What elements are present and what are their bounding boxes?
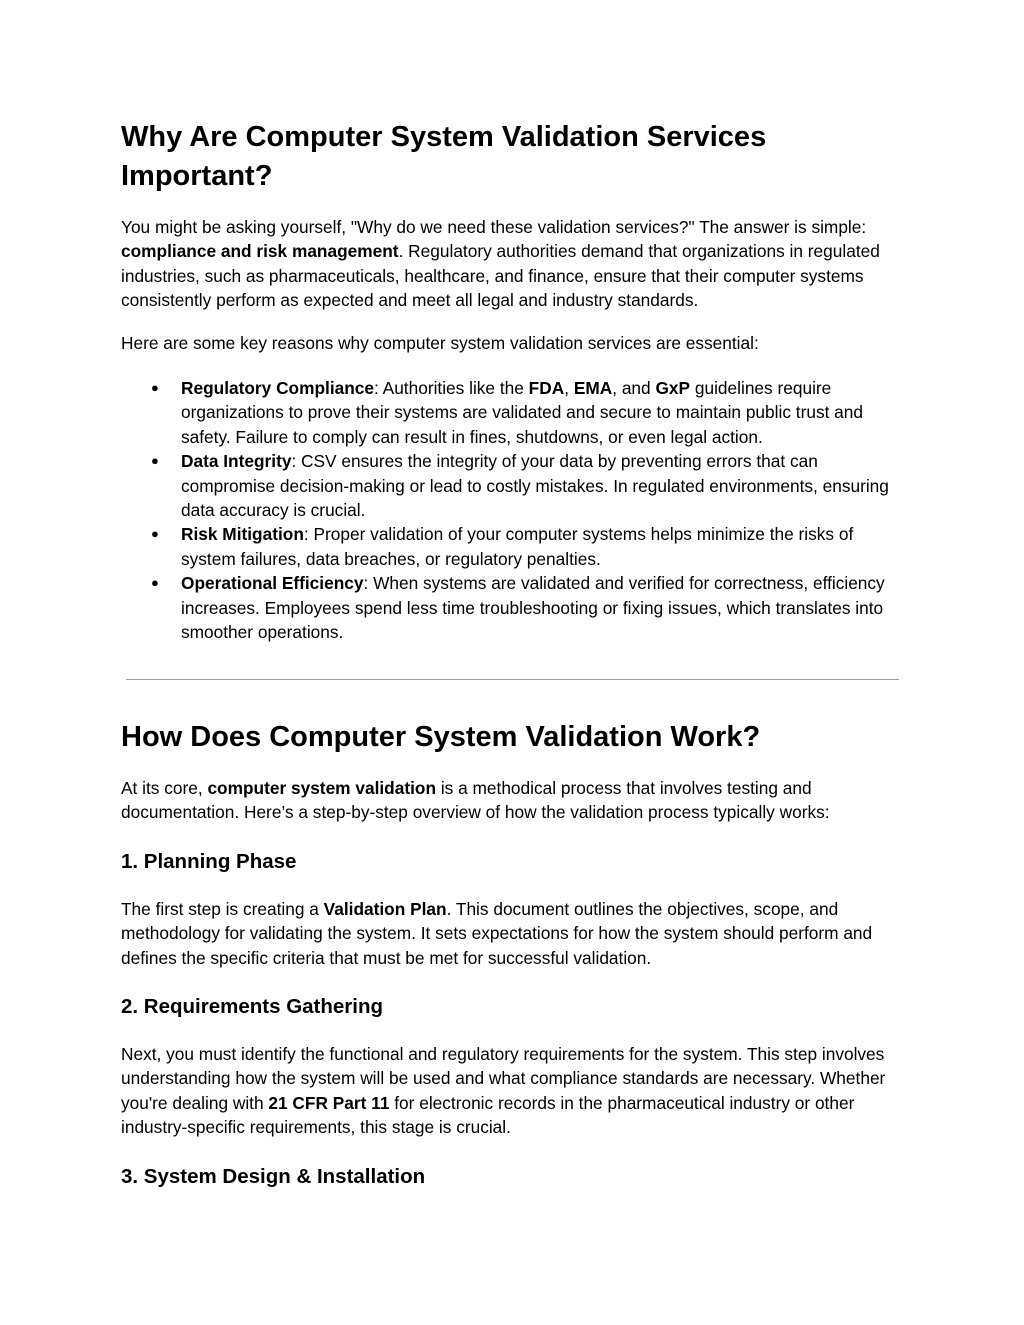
step-text-pre: Next, you must identify the functional and regulatory requirements for the system. This step involves understanding how the system will be used and what compliance standards are necessary. Whether you're dealing with (121, 1044, 886, 1113)
step-text-bold: Validation Plan (323, 899, 447, 919)
step-text-pre: The first step is creating a (121, 899, 324, 919)
intro-text-post: . Regulatory authorities demand that organizations in regulated industries, such as pharmaceuticals, healthcare, and finance, ensure that their computer systems consistently perform as expected and meet all legal and industry standards. (121, 241, 880, 311)
horizontal-divider (126, 679, 899, 680)
section-title-why-important: Why Are Computer System Validation Services Important? (121, 121, 767, 192)
reason-text: : CSV ensures the integrity of your data by preventing errors that can compromise decision-making or lead to costly mistakes. In regulated environments, ensuring data accuracy is crucial. (181, 451, 889, 521)
step-heading-requirements: 2. Requirements Gathering (121, 995, 384, 1018)
step-text-post: . This document outlines the objectives, scope, and methodology for validating the system. It sets expectations for how the system should perform and defines the specific criteria that must be met for successful validation. (121, 899, 873, 968)
step-heading-planning: 1. Planning Phase (121, 850, 297, 873)
reason-title: Data Integrity (181, 451, 292, 472)
reason-text: , (564, 378, 574, 398)
reason-bold-fda: FDA (528, 378, 565, 398)
step-text-post: for electronic records in the pharmaceutical industry or other industry-specific requirements, this stage is crucial. (121, 1092, 855, 1138)
step-heading-design-installation: 3. System Design & Installation (121, 1165, 426, 1188)
step-text-bold: 21 CFR Part 11 (268, 1092, 390, 1113)
reason-text: : When systems are validated and verified for correctness, efficiency increases. Employees spend less time troubleshooting or fixing issues, which translates into smoother operations. (181, 573, 885, 643)
list-item-operational-efficiency (121, 571, 901, 644)
bullet-icon: ● (151, 380, 159, 395)
reasons-lead-paragraph: Here are some key reasons why computer system validation services are essential: (121, 333, 759, 353)
reason-text: : Proper validation of your computer systems helps minimize the risks of system failures, data breaches, or regulatory penalties. (181, 524, 854, 569)
list-item-risk-mitigation (121, 522, 901, 571)
intro-text-pre: You might be asking yourself, "Why do we need these validation services?" The answer is simple: (121, 217, 867, 237)
csv-intro-pre: At its core, (121, 778, 208, 798)
reason-title: Risk Mitigation (181, 524, 304, 545)
bullet-icon: ● (151, 453, 159, 469)
list-item-regulatory-compliance (121, 376, 901, 449)
csv-intro-bold: computer system validation (207, 778, 437, 798)
reasons-list (121, 376, 901, 644)
reason-text: : Authorities like the (374, 378, 529, 398)
reason-title: Regulatory Compliance (181, 378, 375, 398)
csv-intro-post: is a methodical process that involves testing and documentation. Here’s a step-by-step overview of how the validation process typically works: (121, 778, 830, 823)
step-paragraph-planning (121, 897, 896, 970)
bullet-icon: ● (151, 526, 159, 542)
section-title-how-it-works: How Does Computer System Validation Work? (121, 721, 761, 753)
list-item-data-integrity (121, 449, 901, 522)
reason-text: guidelines require organizations to prove their systems are validated and secure to maintain public trust and safety. Failure to comply can result in fines, shutdowns, or even legal action. (181, 378, 864, 447)
reason-bold-ema: EMA (573, 378, 613, 398)
reason-bold-gxp: GxP (655, 378, 691, 398)
step-paragraph-requirements (121, 1042, 896, 1140)
intro-paragraph (121, 215, 896, 313)
bullet-icon: ● (151, 575, 159, 591)
csv-intro-paragraph (121, 776, 896, 825)
reason-text: , and (612, 378, 656, 398)
reason-title: Operational Efficiency (181, 573, 364, 594)
intro-text-bold: compliance and risk management (121, 241, 399, 262)
